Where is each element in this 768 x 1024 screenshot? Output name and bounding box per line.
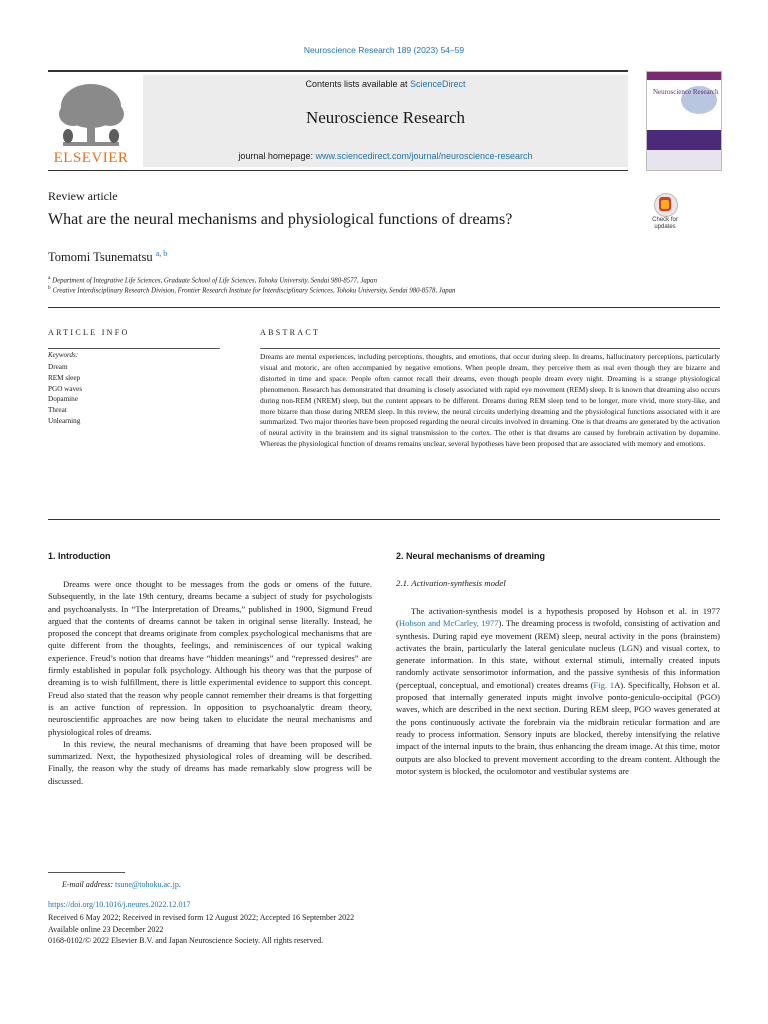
section-heading-neural-mechanisms: 2. Neural mechanisms of dreaming <box>396 551 546 561</box>
homepage-prefix: journal homepage: <box>238 151 316 161</box>
paragraph <box>396 605 720 777</box>
cover-middle-band <box>647 130 721 150</box>
journal-reference-link[interactable]: Neuroscience Research 189 (2023) 54–59 <box>303 45 465 55</box>
keyword-item: Unlearning <box>48 416 81 425</box>
article-title: What are the neural mechanisms and physiological functions of dreams? <box>48 211 513 228</box>
email-footnote <box>62 880 181 889</box>
received-dates: Received 6 May 2022; Received in revised form 12 August 2022; Accepted 16 September 2022 <box>48 913 355 922</box>
doi-link[interactable]: https://doi.org/10.1016/j.neures.2022.12.017 <box>48 900 191 909</box>
paragraph: In this review, the neural mechanisms of dreaming that have been proposed will be summarized. Next, the hypothesized physiological roles of dreaming will be described. Finally, the reason why the study of dreams has made remarkably slow progress will be discussed. <box>48 738 372 786</box>
cover-top-band <box>647 72 721 80</box>
email-end: . <box>178 880 181 889</box>
crossmark-bookmark-yellow <box>661 200 669 209</box>
introduction-body <box>48 578 372 787</box>
keyword-item: Threat <box>48 406 67 415</box>
footnote-rule <box>48 872 125 873</box>
section-heading-introduction: 1. Introduction <box>48 551 111 561</box>
title-block-rule <box>48 307 720 308</box>
activation-synthesis-body <box>396 605 720 777</box>
elsevier-wordmark: ELSEVIER <box>53 150 129 166</box>
cover-title: Neuroscience Research <box>653 88 719 96</box>
author-line <box>48 249 167 265</box>
affiliation-text: Department of Integrative Life Sciences, Graduate School of Life Sciences, Tohoku University, Sendai 980-8577, Japan <box>52 277 377 285</box>
author-name: Tomomi Tsunematsu <box>48 250 153 265</box>
keywords-label: Keywords: <box>48 351 79 359</box>
article-type: Review article <box>48 189 118 203</box>
contents-prefix: Contents lists available at <box>305 79 411 89</box>
article-info-heading: ARTICLE INFO <box>48 328 130 337</box>
crossmark-label: Check for updates <box>652 217 678 230</box>
keyword-item: Dream <box>48 363 68 371</box>
available-online-date: Available online 23 December 2022 <box>48 925 164 934</box>
keyword-item: REM sleep <box>48 373 81 382</box>
copyright-line: 0168-0102/© 2022 Elsevier B.V. and Japan Neuroscience Society. All rights reserved. <box>48 936 324 945</box>
abstract-rule <box>260 348 720 349</box>
email-link[interactable]: tsune@tohoku.ac.jp <box>115 880 179 889</box>
subsection-heading-activation-synthesis: 2.1. Activation-synthesis model <box>396 578 506 588</box>
article-info-rule <box>48 348 220 349</box>
abstract-text: Dreams are mental experiences, including perceptions, thoughts, and emotions, that occur during sleep. In dreams, hallucinatory perceptions, particularly visual and motoric, are often accompanied by negative emotions. When people dream, they perceive them as real even though they are bizarre and distorted in time and space. People often cannot recall their dreams, even though people dream every night. Dreaming is a strange physiological phenomenon. Research has demonstrated that dreaming is closely associated with rapid eye movement (REM) sleep. It is known that dreaming also occurs during non-REM (NREM) sleep, but the content appears to be different. Dreams during REM sleep tend to be longer, more vivid, more story-like, and more bizarre than those during NREM sleep. In this review, the neural circuits underlying dreaming and the physiological functions associated with it are summarized. Two major theories have been proposed regarding the neural circuits involved in dreaming. One is that dreams are generated by the activation of neural activity in the brainstem and its signal transmission to the cortex. The other is that dreams are caused by forebrain activation by dopamine. Whereas the physiological function of dreams remains unclear, several hypotheses have been proposed that are associated with memory and emotions. <box>260 352 720 449</box>
affiliation-text: Creative Interdisciplinary Research Division, Frontier Research Institute for Interdisciplinary Sciences, Tohoku University, Sendai 980-8578, Japan <box>52 287 456 295</box>
abstract-heading: ABSTRACT <box>260 328 321 337</box>
cover-bottom-band <box>647 150 721 170</box>
check-for-updates-badge[interactable] <box>645 193 685 233</box>
contents-line <box>143 79 628 89</box>
affiliation-mark: a <box>48 275 51 281</box>
keyword-item: PGO waves <box>48 384 83 393</box>
sciencedirect-link[interactable]: ScienceDirect <box>410 79 466 89</box>
abstract-bottom-rule <box>48 519 720 520</box>
text-run: The activation-synthesis model is a hypothesis proposed by Hobson et al. in 1977 ( <box>396 606 720 629</box>
text-run: ). The dreaming process is twofold, consisting of activation and synthesis. During rapid eye movement (REM) sleep, neural activity in the pons (brainstem) activates the brain, particularly the lateral geniculate nucleus (LGN) and visual cortex, to generate information. In this state, without external stimuli, internally created inputs randomly activate sensorimotor information, and the passive synthesis of this information (perceptual, conceptual, and emotional) creates dreams ( <box>396 618 720 690</box>
header-top-rule <box>48 70 628 72</box>
paragraph: Dreams were once thought to be messages from the gods or omens of the future. Subsequently, in the late 19th century, dreams became a subject of study for psychologists and psychoanalysts. In “The Interpretation of Dreams,” published in 1900, Sigmund Freud argued that the contents of dreams cannot be taken in original sense literally. Instead, he proposed the concept that dreams originate from complex psychological mechanisms that are quite different from the thoughts, feelings, and reminiscences of our typical waking experience. Freud’s notion that dreams have “hidden meanings” and “repressed desires” are firmly established in popular folk psychology. Although his theory was that the purpose of dreaming is to wish fulfillment, there is little experimental evidence to support this concept. Freud also stated that the reason why people cannot remember their dreams is that forgetting is an active function of repression. In opposition to psychoanalytic dream theory, neuroscientific approaches are now being taken to elucidate the neural mechanisms and physiological roles of dreams. <box>48 579 372 737</box>
journal-cover-thumbnail[interactable] <box>646 71 722 171</box>
citation-link[interactable]: Hobson and McCarley, 1977 <box>398 618 499 629</box>
email-label: E-mail address: <box>62 880 114 889</box>
affiliation-a <box>48 275 718 284</box>
affiliation-mark: b <box>48 285 51 291</box>
journal-homepage-link[interactable]: www.sciencedirect.com/journal/neuroscience-research <box>315 151 533 161</box>
affiliation-b <box>48 285 718 294</box>
keywords-list <box>48 362 82 427</box>
header-bottom-rule <box>48 170 628 171</box>
journal-homepage-line <box>143 151 628 161</box>
author-affiliation-marks[interactable]: a, b <box>155 249 168 258</box>
keyword-item: Dopamine <box>48 395 78 404</box>
figure-link[interactable]: Fig. 1 <box>593 679 615 690</box>
journal-name: Neuroscience Research <box>305 108 466 127</box>
text-run: A). Specifically, Hobson et al. proposed that internally generated inputs might involve ponto-geniculo-occipital (PGO) waves, which are described in the next section. During REM sleep, PGO waves generated at the pons continuously activate the forebrain via the midbrain reticular formation and are ready to process information. Sensory inputs are blocked, thereby intensifying the relative impact of the internal inputs to the brain, thus enhancing the dream image. At this time, motor outputs are also blocked to prevent movement according to the dream content. Although the motor system is blocked, the oculomotor and vestibular systems are <box>396 679 720 776</box>
